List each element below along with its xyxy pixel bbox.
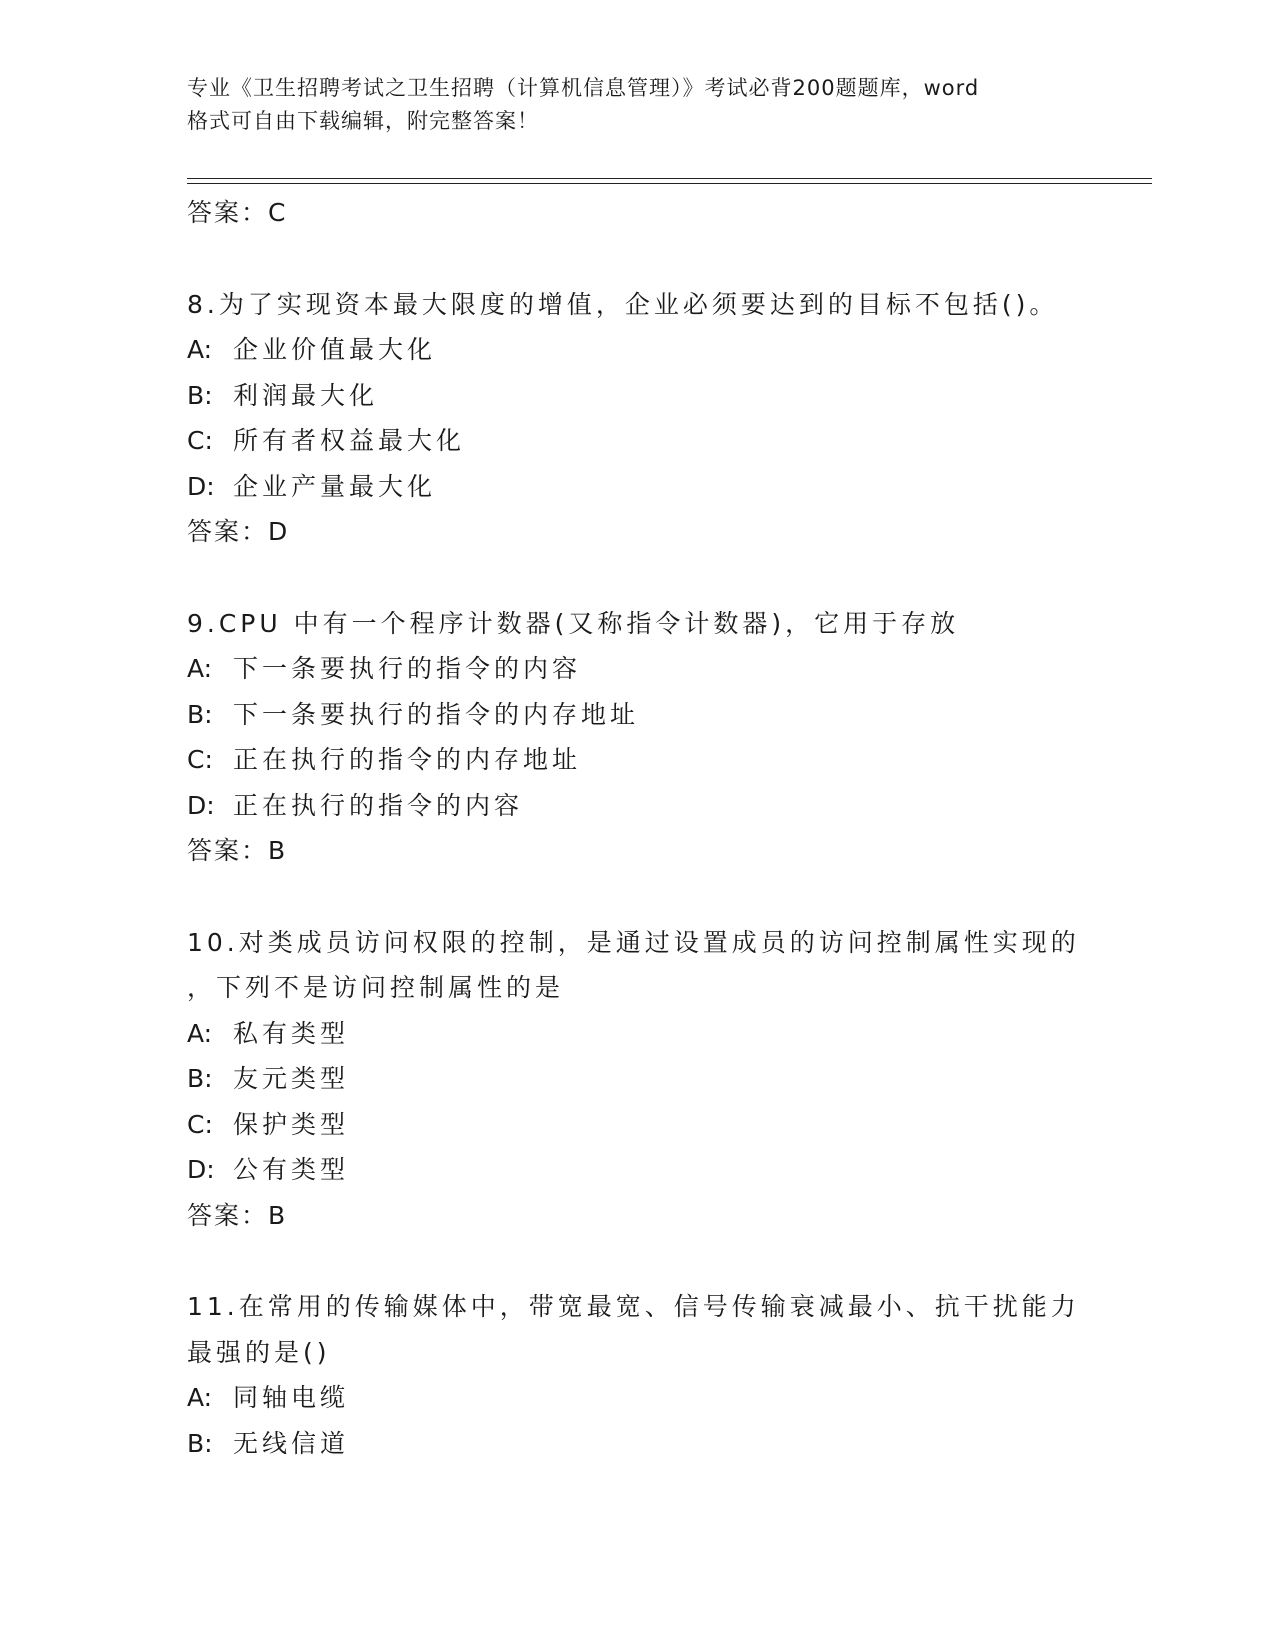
question-stem-continued: ，下列不是访问控制属性的是 [187,973,565,1002]
option-letter: B: [187,1064,213,1093]
option-a [187,1011,1127,1057]
option-c [187,1102,1127,1148]
option-c [187,737,1127,783]
option-letter: A: [187,1018,213,1048]
option-c [187,418,1127,464]
question-list [187,190,1127,1466]
option-text: 正在执行的指令的内存地址 [233,745,582,774]
header-line-1: 专业《卫生招聘考试之卫生招聘（计算机信息管理）》考试必背200题题库，word [187,76,980,100]
option-text: 私有类型 [233,1018,350,1048]
option-text: 友元类型 [233,1064,350,1093]
option-b [187,1056,1127,1102]
spacer [187,1238,1127,1284]
option-b [187,1421,1127,1467]
option-letter: A: [187,335,213,364]
answer-line: 答案：B [187,836,288,865]
spacer [187,555,1127,601]
option-text: 企业价值最大化 [233,335,437,364]
question-block [187,920,1127,1239]
question-stem: 8.为了实现资本最大限度的增值，企业必须要达到的目标不包括()。 [187,289,1059,319]
option-letter: B: [187,699,213,729]
question-stem: 11.在常用的传输媒体中，带宽最宽、信号传输衰减最小、抗干扰能力 [187,1292,1080,1321]
option-text: 下一条要执行的指令的内存地址 [233,699,640,729]
option-text: 下一条要执行的指令的内容 [233,654,582,683]
option-text: 所有者权益最大化 [233,426,466,455]
spacer [187,236,1127,282]
option-letter: C: [187,745,213,774]
option-text: 公有类型 [233,1155,350,1184]
option-letter: B: [187,380,213,410]
previous-answer: 答案：C [187,198,288,227]
option-text: 企业产量最大化 [233,471,437,501]
option-b [187,692,1127,738]
answer-line: 答案：D [187,517,290,546]
question-stem: 10.对类成员访问权限的控制，是通过设置成员的访问控制属性实现的 [187,927,1080,957]
option-a [187,327,1127,373]
question-block [187,1284,1127,1466]
question-block [187,601,1127,874]
option-d [187,1147,1127,1193]
option-text: 利润最大化 [233,380,379,410]
option-letter: A: [187,654,213,683]
option-b [187,373,1127,419]
option-letter: A: [187,1383,213,1412]
option-a [187,646,1127,692]
question-stem-continued: 最强的是() [187,1337,331,1367]
option-a [187,1375,1127,1421]
header-line-2: 格式可自由下载编辑，附完整答案！ [187,109,539,133]
spacer [187,874,1127,920]
option-d [187,783,1127,829]
option-text: 正在执行的指令的内容 [233,790,524,820]
option-text: 同轴电缆 [233,1383,350,1412]
option-text: 保护类型 [233,1109,350,1139]
option-letter: D: [187,790,215,820]
document-header [187,72,1087,138]
option-letter: C: [187,1109,213,1139]
option-letter: C: [187,426,213,455]
header-divider-top [187,178,1152,179]
answer-line: 答案：B [187,1200,288,1230]
header-divider-bottom [187,183,1152,184]
question-stem: 9.CPU 中有一个程序计数器(又称指令计数器)，它用于存放 [187,608,960,638]
question-block [187,282,1127,555]
option-letter: B: [187,1428,213,1458]
option-letter: D: [187,471,215,501]
option-letter: D: [187,1155,215,1184]
option-d [187,464,1127,510]
option-text: 无线信道 [233,1428,350,1458]
